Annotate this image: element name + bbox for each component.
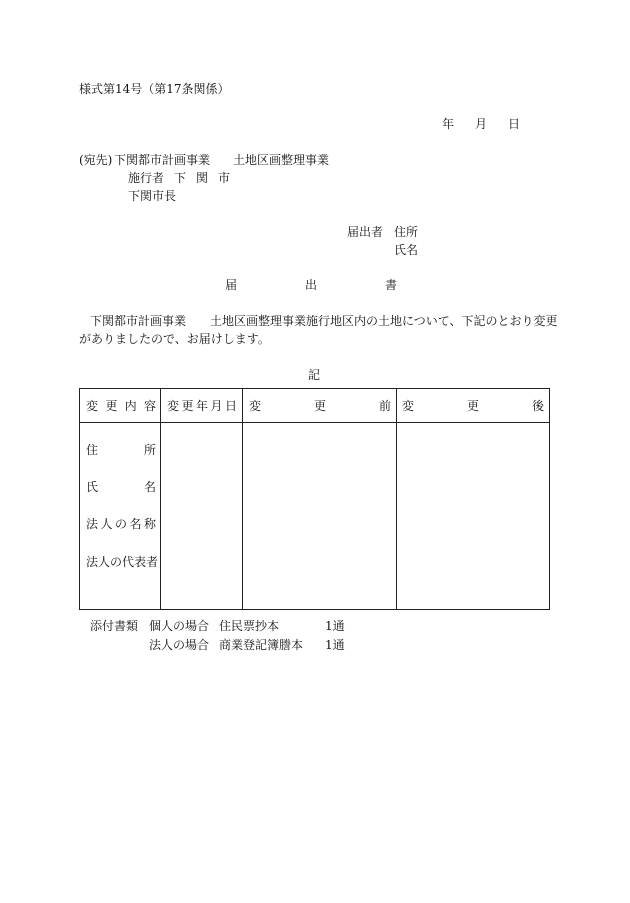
row-label-name [86,481,156,493]
addressee-project-2: 土地区画整理事業 [233,153,330,167]
header-char: 変 [167,399,180,413]
title-char: 届 [225,278,238,292]
row-char: 人 [100,517,113,531]
row-char: 表 [134,555,147,569]
row-char: 名 [143,480,156,494]
row-label-corporate-name [86,518,156,530]
header-before-change [249,400,391,412]
header-char: 前 [378,399,391,413]
row-char: 代 [122,555,135,569]
attachment-document: 住民票抄本 [219,619,280,633]
header-char: 変 [402,399,415,413]
header-change-date [167,400,237,412]
addressee-project-1: 下関都市計画事業 [114,153,211,167]
implementer-char: 関 [195,171,208,185]
header-char: 年 [195,399,208,413]
date-year: 年 [442,117,455,131]
ki-marker: 記 [308,368,321,382]
attachment-case: 個人の場合 [149,619,210,633]
row-char: 氏 [86,480,99,494]
row-char: 住 [86,443,99,457]
header-char: 更 [466,399,479,413]
header-after-change [402,400,544,412]
row-char: 法 [86,555,99,569]
row-label-representative [86,555,159,569]
row-char: 者 [146,555,159,569]
implementer-name [174,172,230,184]
header-char: 変 [249,399,262,413]
row-char: の [114,517,127,531]
filer-address-label: 住所 [394,225,419,239]
header-char: 更 [105,399,118,413]
implementer-char: 下 [174,171,187,185]
row-char: 法 [86,517,99,531]
row-label-address [86,444,156,456]
implementer-label: 施行者 [128,171,165,185]
body-line-2: がありましたので、お届けします。 [79,332,270,346]
implementer-char: 市 [217,171,230,185]
form-number: 様式第14号（第17条関係） [79,82,230,96]
attachment-count: 1通 [325,619,345,633]
header-char: 容 [143,399,156,413]
header-char: 日 [224,399,237,413]
date-day: 日 [507,117,520,131]
body-project-1: 下関都市計画事業 [90,314,187,328]
row-char: 所 [143,443,156,457]
attachment-count: 1通 [325,638,345,652]
header-change-content [86,400,156,412]
row-char: 人 [98,555,111,569]
date-month: 月 [474,117,487,131]
date-line [442,118,520,130]
mayor-title: 下関市長 [128,189,177,203]
attachment-document: 商業登記簿謄本 [219,638,304,652]
title-char: 出 [304,278,317,292]
row-char: の [110,555,123,569]
filer-label: 届出者 [347,225,384,239]
header-divider [80,422,549,423]
header-char: 月 [210,399,223,413]
attachment-case: 法人の場合 [149,638,210,652]
title-char: 書 [384,278,397,292]
change-table [79,388,550,610]
row-char: 名 [129,517,142,531]
addressee-prefix: (宛先) [79,153,113,167]
attachments-label: 添付書類 [90,619,139,633]
header-char: 更 [181,399,194,413]
filer-name-label: 氏名 [394,243,419,257]
row-char: 称 [143,517,156,531]
document-title [225,279,397,291]
header-char: 変 [86,399,99,413]
header-char: 内 [124,399,137,413]
body-line-1: 土地区画整理事業施行地区内の土地について、下記のとおり変更 [210,314,558,328]
header-char: 後 [531,399,544,413]
header-char: 更 [313,399,326,413]
